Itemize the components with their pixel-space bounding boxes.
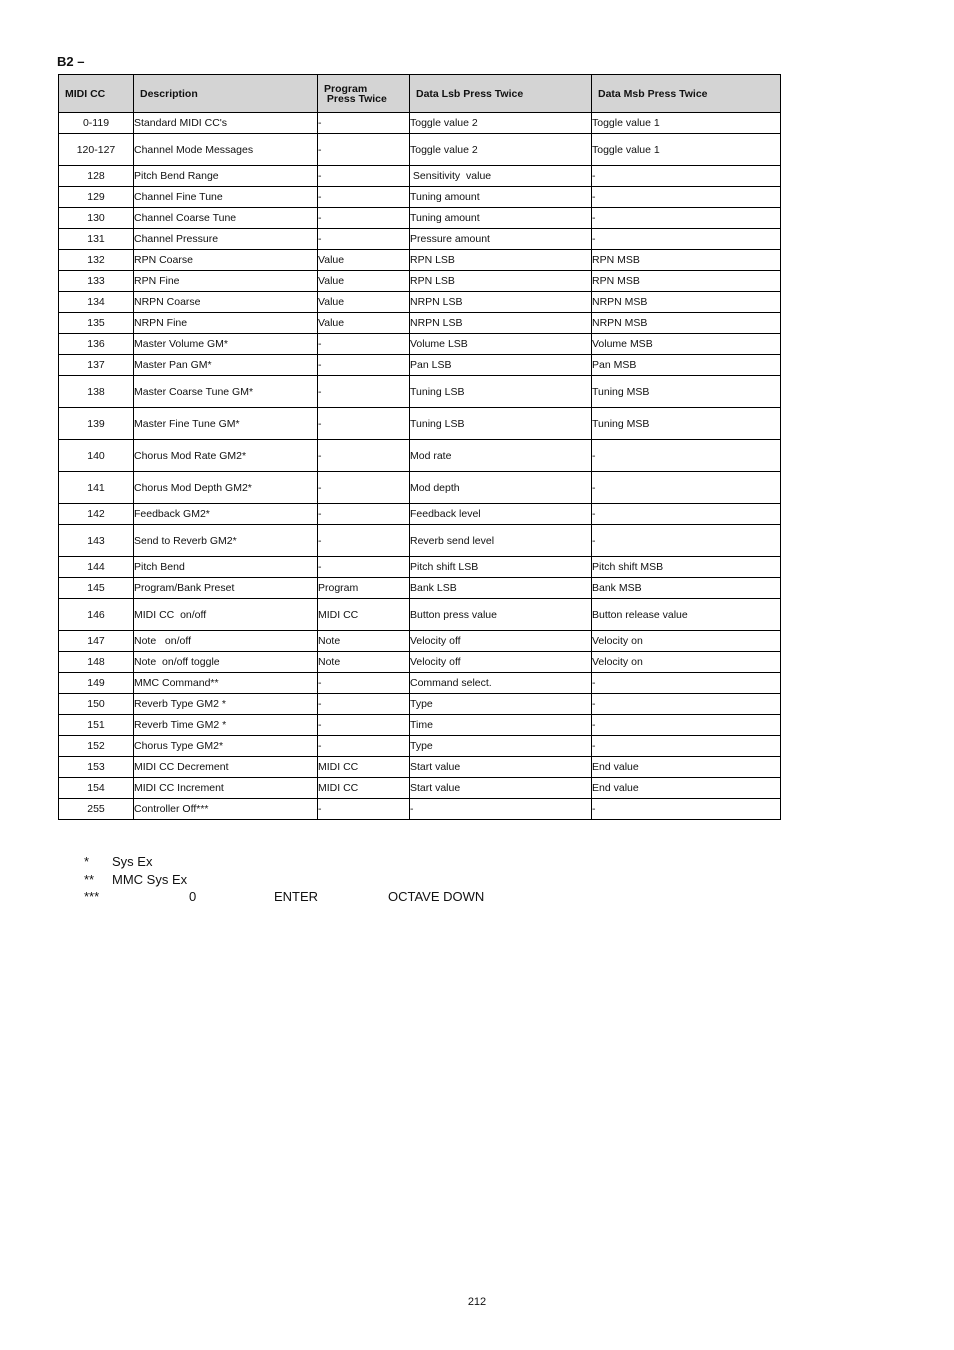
midi-cc-cell: 149 — [59, 673, 134, 694]
program-cell: - — [318, 673, 410, 694]
description-cell: Program/Bank Preset — [134, 578, 318, 599]
data-lsb-cell: Sensitivity value — [410, 166, 592, 187]
table-body — [59, 113, 781, 820]
data-msb-cell: End value — [592, 757, 781, 778]
program-cell: - — [318, 736, 410, 757]
midi-cc-cell: 145 — [59, 578, 134, 599]
data-msb-cell: Velocity on — [592, 631, 781, 652]
description-cell: Master Volume GM* — [134, 334, 318, 355]
table-row — [59, 250, 781, 271]
data-msb-cell: Velocity on — [592, 652, 781, 673]
program-cell: Note — [318, 652, 410, 673]
midi-cc-cell: 140 — [59, 440, 134, 472]
midi-cc-cell: 132 — [59, 250, 134, 271]
midi-cc-cell: 146 — [59, 599, 134, 631]
data-msb-cell: Bank MSB — [592, 578, 781, 599]
program-cell: - — [318, 408, 410, 440]
header-data-msb: Data Msb Press Twice — [592, 75, 781, 113]
midi-cc-cell: 154 — [59, 778, 134, 799]
table-row — [59, 631, 781, 652]
footnote-text-enter: ENTER — [274, 889, 319, 904]
midi-cc-cell: 130 — [59, 208, 134, 229]
description-cell: Feedback GM2* — [134, 504, 318, 525]
description-cell: MIDI CC on/off — [134, 599, 318, 631]
header-program: Program Press Twice — [318, 75, 410, 113]
data-msb-cell: NRPN MSB — [592, 313, 781, 334]
description-cell: Note on/off — [134, 631, 318, 652]
midi-cc-cell: 138 — [59, 376, 134, 408]
description-cell: NRPN Coarse — [134, 292, 318, 313]
midi-cc-cell: 135 — [59, 313, 134, 334]
data-lsb-cell: Tuning LSB — [410, 376, 592, 408]
program-cell: MIDI CC — [318, 757, 410, 778]
program-cell: - — [318, 208, 410, 229]
program-cell: - — [318, 376, 410, 408]
program-cell: - — [318, 504, 410, 525]
data-msb-cell: Toggle value 1 — [592, 113, 781, 134]
midi-cc-cell: 144 — [59, 557, 134, 578]
program-cell: - — [318, 557, 410, 578]
midi-cc-table — [58, 74, 781, 820]
footnote-text-zero: 0 — [189, 889, 197, 904]
description-cell: MIDI CC Decrement — [134, 757, 318, 778]
program-cell: MIDI CC — [318, 599, 410, 631]
midi-cc-cell: 150 — [59, 694, 134, 715]
data-lsb-cell: Command select. — [410, 673, 592, 694]
data-msb-cell: Pitch shift MSB — [592, 557, 781, 578]
data-lsb-cell: Tuning amount — [410, 208, 592, 229]
data-lsb-cell: Mod rate — [410, 440, 592, 472]
data-lsb-cell: Velocity off — [410, 631, 592, 652]
data-msb-cell: Tuning MSB — [592, 376, 781, 408]
table-row — [59, 313, 781, 334]
footnote-text: MMC Sys Ex — [112, 871, 188, 887]
footnote-controller-off — [84, 888, 684, 906]
data-lsb-cell: Type — [410, 694, 592, 715]
data-msb-cell: Toggle value 1 — [592, 134, 781, 166]
data-lsb-cell: Velocity off — [410, 652, 592, 673]
midi-cc-cell: 136 — [59, 334, 134, 355]
description-cell: Master Coarse Tune GM* — [134, 376, 318, 408]
table-row — [59, 376, 781, 408]
page-number: 212 — [467, 1296, 487, 1308]
footnote-mmc — [84, 871, 684, 889]
table-row — [59, 187, 781, 208]
program-cell: Value — [318, 250, 410, 271]
data-msb-cell: Button release value — [592, 599, 781, 631]
data-lsb-cell: Pressure amount — [410, 229, 592, 250]
description-cell: RPN Coarse — [134, 250, 318, 271]
header-description: Description — [134, 75, 318, 113]
midi-cc-cell: 133 — [59, 271, 134, 292]
midi-cc-cell: 139 — [59, 408, 134, 440]
data-msb-cell: - — [592, 715, 781, 736]
program-cell: - — [318, 113, 410, 134]
description-cell: Reverb Type GM2 * — [134, 694, 318, 715]
midi-cc-cell: 131 — [59, 229, 134, 250]
header-data-lsb: Data Lsb Press Twice — [410, 75, 592, 113]
description-cell: Reverb Time GM2 * — [134, 715, 318, 736]
midi-cc-cell: 148 — [59, 652, 134, 673]
program-cell: MIDI CC — [318, 778, 410, 799]
table-row — [59, 557, 781, 578]
table-row — [59, 134, 781, 166]
data-msb-cell: Volume MSB — [592, 334, 781, 355]
data-lsb-cell: Feedback level — [410, 504, 592, 525]
table-row — [59, 715, 781, 736]
midi-cc-cell: 142 — [59, 504, 134, 525]
midi-cc-cell: 129 — [59, 187, 134, 208]
footnote-mark: ** — [84, 871, 95, 887]
program-cell: Value — [318, 313, 410, 334]
midi-cc-cell: 128 — [59, 166, 134, 187]
data-lsb-cell: Tuning amount — [410, 187, 592, 208]
description-cell: Chorus Mod Rate GM2* — [134, 440, 318, 472]
data-msb-cell: RPN MSB — [592, 250, 781, 271]
description-cell: MMC Command** — [134, 673, 318, 694]
program-cell: - — [318, 229, 410, 250]
data-lsb-cell: RPN LSB — [410, 250, 592, 271]
data-msb-cell: - — [592, 799, 781, 820]
footnotes — [84, 853, 684, 906]
table-row — [59, 694, 781, 715]
table-header-row — [59, 75, 781, 113]
table-row — [59, 652, 781, 673]
program-cell: Note — [318, 631, 410, 652]
program-cell: - — [318, 715, 410, 736]
program-cell: - — [318, 694, 410, 715]
table-row — [59, 778, 781, 799]
data-msb-cell: - — [592, 736, 781, 757]
program-cell: - — [318, 166, 410, 187]
midi-cc-cell: 137 — [59, 355, 134, 376]
data-lsb-cell: Button press value — [410, 599, 592, 631]
program-cell: - — [318, 355, 410, 376]
data-lsb-cell: Start value — [410, 757, 592, 778]
description-cell: Send to Reverb GM2* — [134, 525, 318, 557]
footnote-text-octave-down: OCTAVE DOWN — [388, 889, 485, 904]
data-msb-cell: - — [592, 504, 781, 525]
midi-cc-cell: 153 — [59, 757, 134, 778]
description-cell: Controller Off*** — [134, 799, 318, 820]
table-row — [59, 166, 781, 187]
header-midi-cc: MIDI CC — [59, 75, 134, 113]
table-row — [59, 504, 781, 525]
description-cell: Pitch Bend Range — [134, 166, 318, 187]
table-row — [59, 271, 781, 292]
description-cell: Channel Fine Tune — [134, 187, 318, 208]
footnote-mark: * — [84, 854, 90, 869]
program-cell: - — [318, 472, 410, 504]
data-lsb-cell: Toggle value 2 — [410, 134, 592, 166]
table-row — [59, 578, 781, 599]
data-lsb-cell: Mod depth — [410, 472, 592, 504]
table-row — [59, 229, 781, 250]
data-lsb-cell: Tuning LSB — [410, 408, 592, 440]
description-cell: Note on/off toggle — [134, 652, 318, 673]
footnote-text: Sys Ex — [112, 854, 153, 869]
description-cell: Master Pan GM* — [134, 355, 318, 376]
data-lsb-cell: Start value — [410, 778, 592, 799]
data-lsb-cell: Reverb send level — [410, 525, 592, 557]
footnote-sysex — [84, 853, 684, 871]
program-cell: - — [318, 187, 410, 208]
data-lsb-cell: Pan LSB — [410, 355, 592, 376]
section-heading: B2 – — [57, 54, 85, 69]
program-cell: - — [318, 134, 410, 166]
table-row — [59, 208, 781, 229]
data-msb-cell: - — [592, 525, 781, 557]
table-row — [59, 799, 781, 820]
description-cell: Channel Mode Messages — [134, 134, 318, 166]
data-msb-cell: - — [592, 440, 781, 472]
table-row — [59, 472, 781, 504]
program-cell: - — [318, 799, 410, 820]
description-cell: Master Fine Tune GM* — [134, 408, 318, 440]
midi-cc-cell: 120-127 — [59, 134, 134, 166]
table-row — [59, 525, 781, 557]
program-cell: Program — [318, 578, 410, 599]
data-lsb-cell: RPN LSB — [410, 271, 592, 292]
data-lsb-cell: - — [410, 799, 592, 820]
midi-cc-cell: 0-119 — [59, 113, 134, 134]
description-cell: Chorus Type GM2* — [134, 736, 318, 757]
midi-cc-cell: 143 — [59, 525, 134, 557]
data-msb-cell: - — [592, 187, 781, 208]
midi-cc-cell: 147 — [59, 631, 134, 652]
data-msb-cell: - — [592, 229, 781, 250]
table-row — [59, 355, 781, 376]
table-row — [59, 334, 781, 355]
midi-cc-cell: 255 — [59, 799, 134, 820]
data-msb-cell: - — [592, 472, 781, 504]
data-lsb-cell: Pitch shift LSB — [410, 557, 592, 578]
program-cell: Value — [318, 271, 410, 292]
data-msb-cell: Tuning MSB — [592, 408, 781, 440]
data-msb-cell: - — [592, 694, 781, 715]
data-msb-cell: Pan MSB — [592, 355, 781, 376]
midi-cc-cell: 141 — [59, 472, 134, 504]
data-msb-cell: - — [592, 208, 781, 229]
description-cell: Channel Coarse Tune — [134, 208, 318, 229]
data-msb-cell: NRPN MSB — [592, 292, 781, 313]
table-row — [59, 292, 781, 313]
description-cell: NRPN Fine — [134, 313, 318, 334]
data-lsb-cell: Bank LSB — [410, 578, 592, 599]
program-cell: Value — [318, 292, 410, 313]
footnote-mark: *** — [84, 889, 100, 904]
data-msb-cell: RPN MSB — [592, 271, 781, 292]
table-row — [59, 113, 781, 134]
table-row — [59, 673, 781, 694]
program-cell: - — [318, 334, 410, 355]
program-cell: - — [318, 440, 410, 472]
description-cell: Standard MIDI CC's — [134, 113, 318, 134]
program-cell: - — [318, 525, 410, 557]
description-cell: MIDI CC Increment — [134, 778, 318, 799]
table-row — [59, 440, 781, 472]
midi-cc-cell: 152 — [59, 736, 134, 757]
data-msb-cell: - — [592, 166, 781, 187]
data-lsb-cell: Time — [410, 715, 592, 736]
description-cell: Channel Pressure — [134, 229, 318, 250]
description-cell: Pitch Bend — [134, 557, 318, 578]
data-lsb-cell: Toggle value 2 — [410, 113, 592, 134]
midi-cc-cell: 134 — [59, 292, 134, 313]
table-row — [59, 757, 781, 778]
data-lsb-cell: Type — [410, 736, 592, 757]
data-lsb-cell: NRPN LSB — [410, 313, 592, 334]
midi-cc-cell: 151 — [59, 715, 134, 736]
table-row — [59, 599, 781, 631]
description-cell: Chorus Mod Depth GM2* — [134, 472, 318, 504]
data-lsb-cell: Volume LSB — [410, 334, 592, 355]
data-lsb-cell: NRPN LSB — [410, 292, 592, 313]
data-msb-cell: End value — [592, 778, 781, 799]
table-row — [59, 408, 781, 440]
data-msb-cell: - — [592, 673, 781, 694]
description-cell: RPN Fine — [134, 271, 318, 292]
table-row — [59, 736, 781, 757]
